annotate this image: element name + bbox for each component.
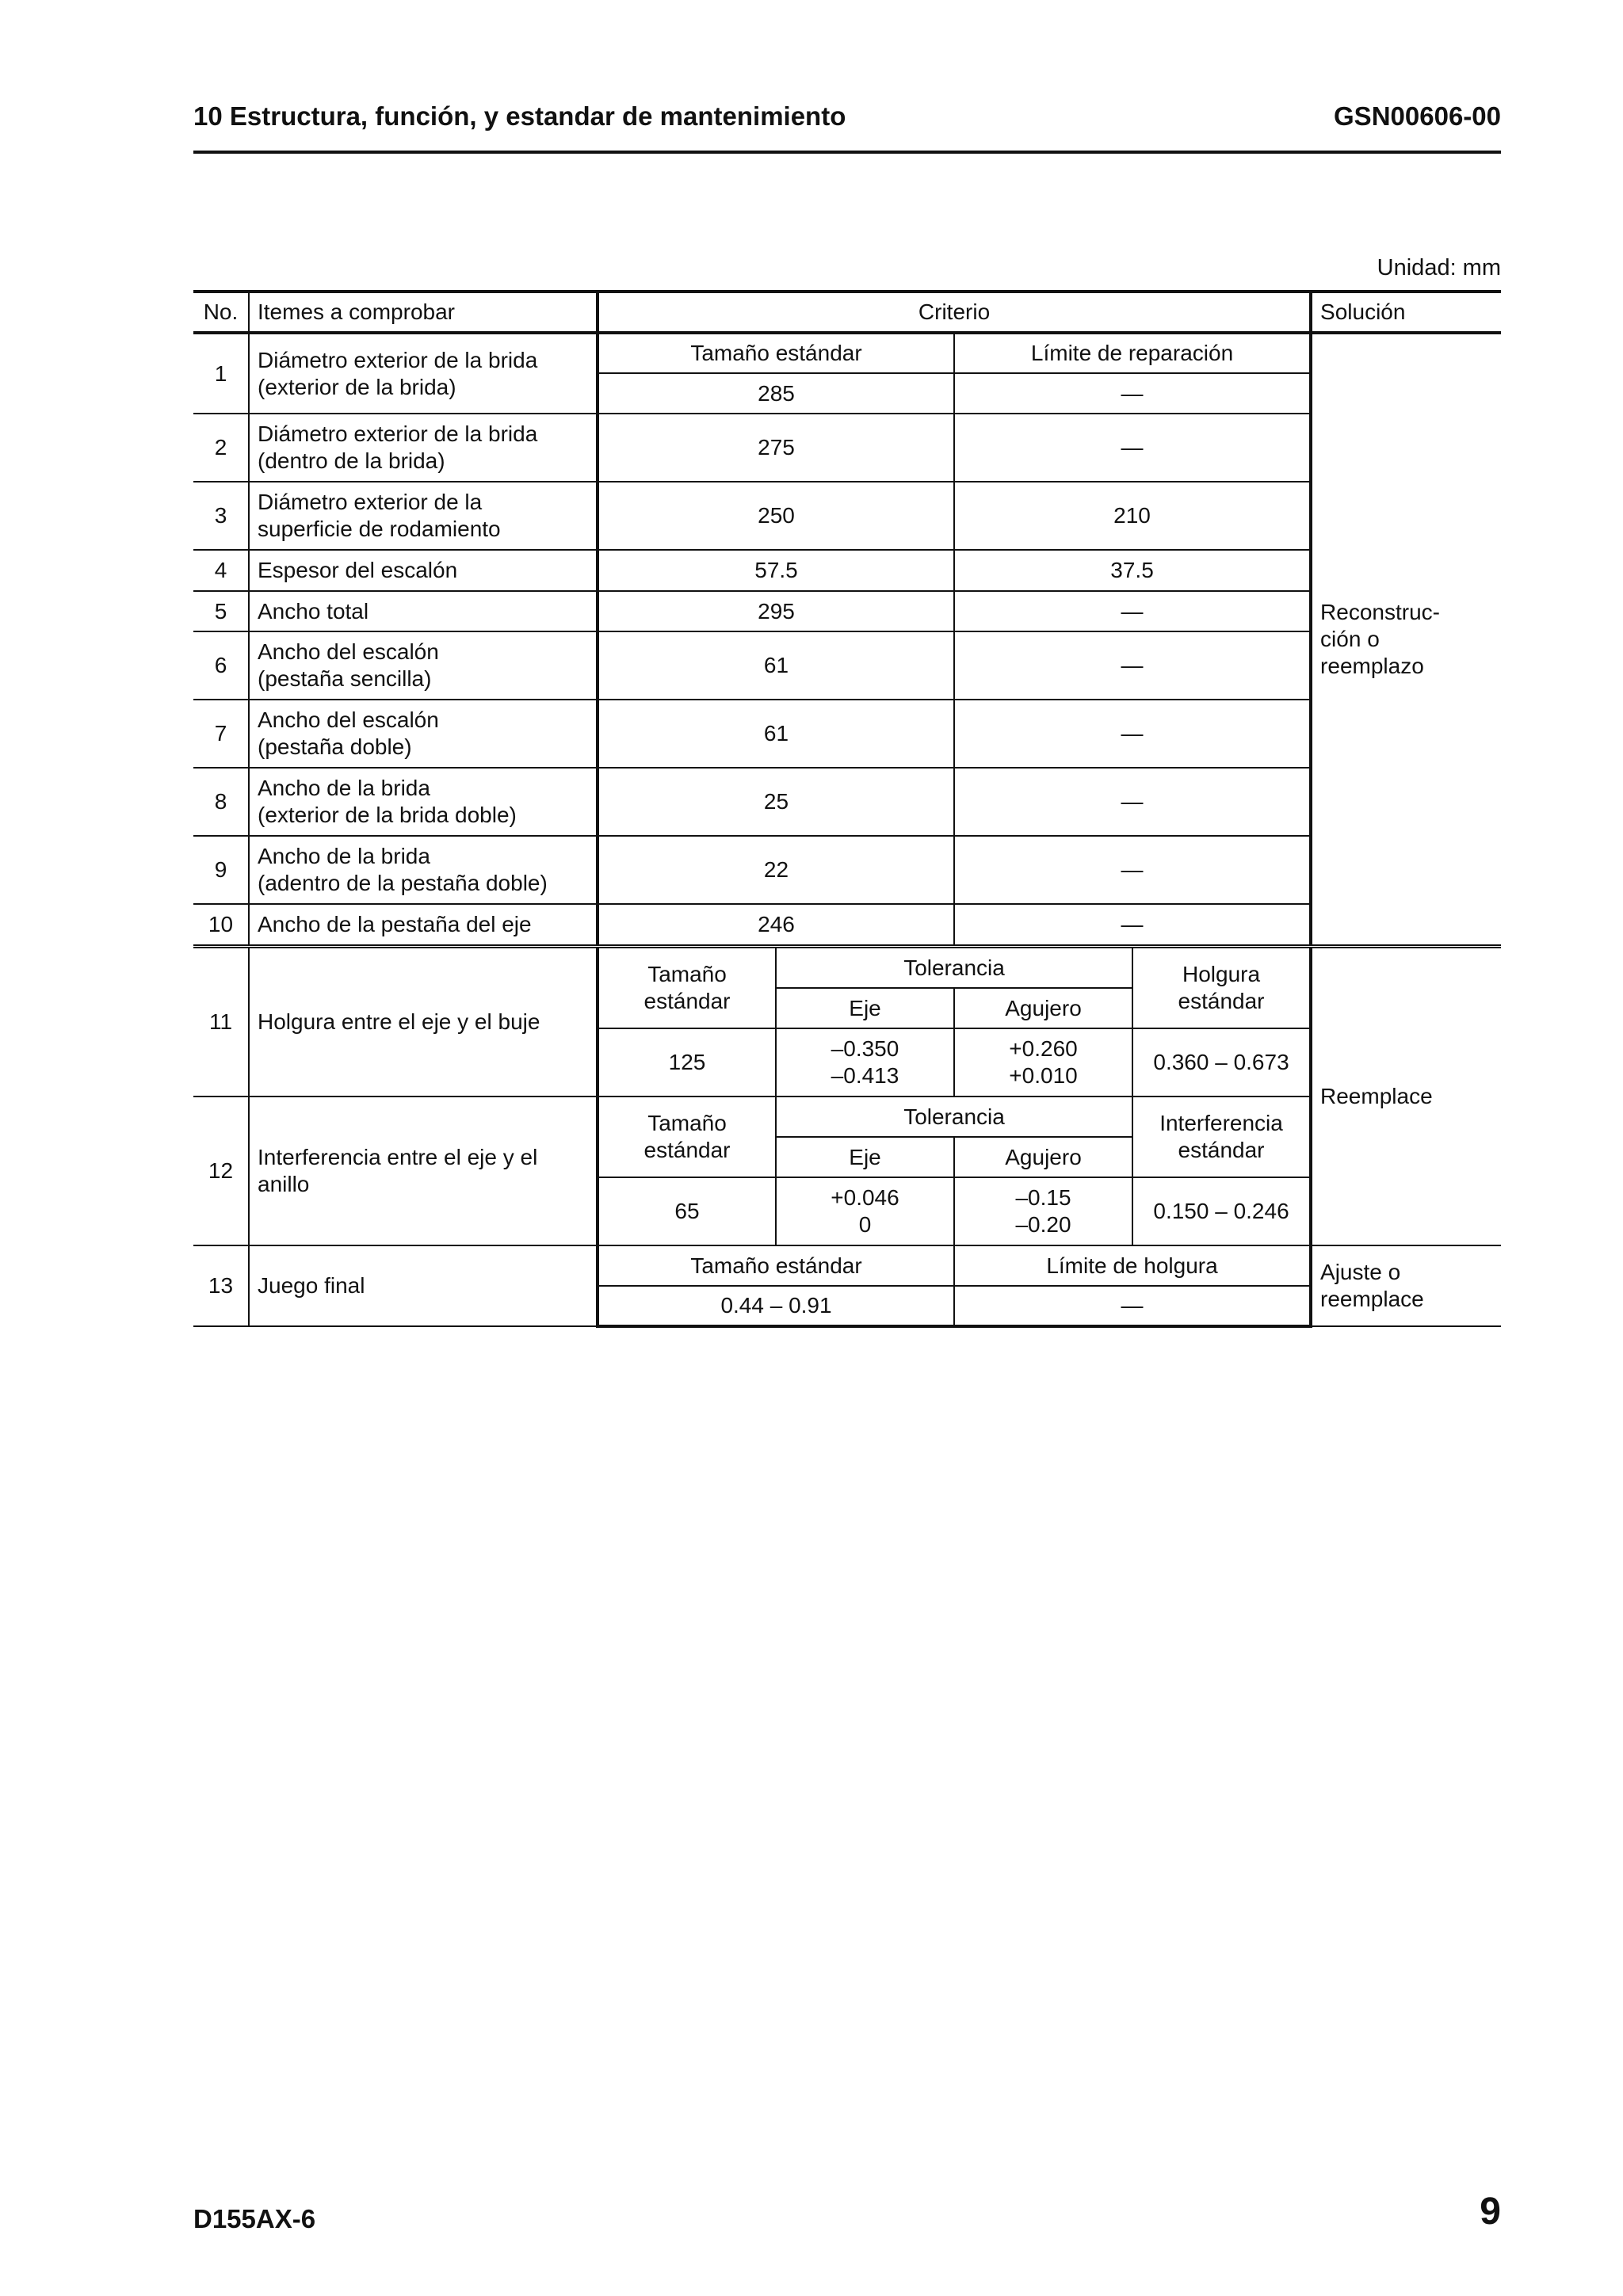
- row-item: Holgura entre el eje y el buje: [249, 948, 598, 1097]
- std-value: 246: [598, 904, 954, 945]
- std-value: 61: [598, 631, 954, 700]
- std-value: 295: [598, 591, 954, 631]
- row-item-line: Ancho de la brida: [258, 776, 430, 800]
- row-no: 9: [193, 836, 249, 904]
- table-row: [193, 482, 1501, 550]
- row-item-line: (exterior de la brida): [258, 374, 456, 399]
- tolerance-line: –0.15: [1015, 1185, 1071, 1210]
- subheader-tolerance: Tolerancia: [776, 948, 1132, 988]
- row-no: 5: [193, 591, 249, 631]
- col-header-no: No.: [193, 292, 249, 333]
- solution-text: reemplace: [1320, 1287, 1424, 1311]
- row-item: [249, 414, 598, 482]
- row-no: 2: [193, 414, 249, 482]
- solution-replace-cell: Reemplace: [1311, 948, 1501, 1245]
- subheader-line: Holgura: [1182, 962, 1261, 986]
- interference-value: 0.150 – 0.246: [1132, 1177, 1311, 1245]
- limit-value: —: [954, 414, 1311, 482]
- table-row: [193, 836, 1501, 904]
- hole-tolerance: [954, 1028, 1132, 1097]
- row-item-line: (pestaña sencilla): [258, 666, 432, 691]
- row-no: 8: [193, 768, 249, 836]
- row-no: 11: [193, 948, 249, 1097]
- shaft-tolerance: [776, 1177, 954, 1245]
- limit-value: —: [954, 1286, 1311, 1326]
- page-header-title: 10 Estructura, función, y estandar de mantenimiento: [193, 101, 846, 131]
- document-code: GSN00606-00: [1334, 101, 1501, 131]
- row-item: [249, 631, 598, 700]
- tolerance-line: +0.046: [831, 1185, 899, 1210]
- table-header-row: [193, 292, 1501, 333]
- solution-adjust-cell: [1311, 1245, 1501, 1326]
- std-value: 275: [598, 414, 954, 482]
- subheader-line: Interferencia: [1159, 1111, 1283, 1135]
- hole-tolerance: [954, 1177, 1132, 1245]
- std-value: 22: [598, 836, 954, 904]
- std-value: 285: [598, 373, 954, 414]
- row-no: 3: [193, 482, 249, 550]
- std-value: 61: [598, 700, 954, 768]
- std-value: 25: [598, 768, 954, 836]
- subheader-tolerance: Tolerancia: [776, 1097, 1132, 1137]
- clearance-value: 0.360 – 0.673: [1132, 1028, 1311, 1097]
- subheader-hole: Agujero: [954, 1137, 1132, 1177]
- row-item-line: superficie de rodamiento: [258, 517, 501, 541]
- row-item: [249, 836, 598, 904]
- col-header-item: Itemes a comprobar: [249, 292, 598, 333]
- solution-text: ción o: [1320, 627, 1380, 651]
- header-divider: [193, 151, 1501, 154]
- row-item-line: anillo: [258, 1172, 310, 1196]
- std-value: 0.44 – 0.91: [598, 1286, 954, 1326]
- row-item-line: (pestaña doble): [258, 734, 412, 759]
- footer-model: D155AX-6: [193, 2204, 316, 2233]
- tolerance-line: +0.260: [1009, 1036, 1078, 1061]
- std-value: 125: [598, 1028, 776, 1097]
- subheader-standard-size: Tamaño estándar: [598, 333, 954, 373]
- std-value: 65: [598, 1177, 776, 1245]
- row-item-line: Diámetro exterior de la brida: [258, 347, 538, 372]
- row-no: 1: [193, 333, 249, 414]
- row-no: 6: [193, 631, 249, 700]
- row-item-line: Ancho del escalón: [258, 639, 439, 664]
- row-item: Ancho total: [249, 591, 598, 631]
- subheader-standard-size: [598, 1097, 776, 1177]
- row-no: 12: [193, 1097, 249, 1245]
- limit-value: —: [954, 904, 1311, 945]
- subheader-standard-size: Tamaño estándar: [598, 1245, 954, 1286]
- row-item: [249, 1097, 598, 1245]
- limit-value: 210: [954, 482, 1311, 550]
- subheader-shaft: Eje: [776, 1137, 954, 1177]
- table-row: [193, 414, 1501, 482]
- row-item-line: Ancho del escalón: [258, 707, 439, 732]
- limit-value: —: [954, 768, 1311, 836]
- col-header-criterio: Criterio: [598, 292, 1311, 333]
- row-item-line: (dentro de la brida): [258, 448, 445, 473]
- subheader-hole: Agujero: [954, 988, 1132, 1028]
- row-item: [249, 768, 598, 836]
- std-value: 250: [598, 482, 954, 550]
- table-row: [193, 1245, 1501, 1286]
- subheader-clearance-limit: Límite de holgura: [954, 1245, 1311, 1286]
- row-item-line: Diámetro exterior de la brida: [258, 421, 538, 446]
- col-header-solucion: Solución: [1311, 292, 1501, 333]
- unit-label: Unidad: mm: [1377, 255, 1501, 280]
- limit-value: —: [954, 836, 1311, 904]
- table-row: [193, 768, 1501, 836]
- clearance-table: [193, 947, 1501, 1328]
- subheader-line: estándar: [1178, 1138, 1265, 1162]
- solution-text: Ajuste o: [1320, 1260, 1401, 1284]
- row-item-line: (exterior de la brida doble): [258, 803, 517, 827]
- row-item: Juego final: [249, 1245, 598, 1326]
- table-row: [193, 948, 1501, 988]
- subheader-line: estándar: [643, 989, 731, 1013]
- row-no: 10: [193, 904, 249, 945]
- table-row: [193, 550, 1501, 591]
- shaft-tolerance: [776, 1028, 954, 1097]
- row-item: Espesor del escalón: [249, 550, 598, 591]
- subheader-line: Tamaño: [647, 1111, 727, 1135]
- limit-value: —: [954, 631, 1311, 700]
- table-row: [193, 591, 1501, 631]
- table-row: [193, 631, 1501, 700]
- row-item-line: Interferencia entre el eje y el: [258, 1145, 538, 1169]
- row-item: [249, 333, 598, 414]
- table-row: [193, 700, 1501, 768]
- limit-value: —: [954, 373, 1311, 414]
- row-no: 13: [193, 1245, 249, 1326]
- subheader-standard-clearance: [1132, 948, 1311, 1028]
- tolerance-line: +0.010: [1009, 1063, 1078, 1088]
- tolerance-line: –0.413: [831, 1063, 899, 1088]
- solution-text: Reconstruc-: [1320, 600, 1440, 624]
- solution-text: reemplazo: [1320, 654, 1424, 678]
- page-number: 9: [1480, 2191, 1501, 2233]
- row-no: 4: [193, 550, 249, 591]
- limit-value: —: [954, 700, 1311, 768]
- row-item: [249, 482, 598, 550]
- row-item-line: Diámetro exterior de la: [258, 490, 483, 514]
- row-item-line: (adentro de la pestaña doble): [258, 871, 548, 895]
- limit-value: —: [954, 591, 1311, 631]
- std-value: 57.5: [598, 550, 954, 591]
- subheader-standard-interference: [1132, 1097, 1311, 1177]
- solution-rebuild-cell: [1311, 333, 1501, 945]
- subheader-repair-limit: Límite de reparación: [954, 333, 1311, 373]
- subheader-standard-size: [598, 948, 776, 1028]
- subheader-line: estándar: [643, 1138, 731, 1162]
- tolerance-line: –0.20: [1015, 1212, 1071, 1237]
- maintenance-standard-table: [193, 290, 1501, 946]
- row-no: 7: [193, 700, 249, 768]
- subheader-shaft: Eje: [776, 988, 954, 1028]
- subheader-line: Tamaño: [647, 962, 727, 986]
- tolerance-line: 0: [858, 1212, 872, 1237]
- row-item: [249, 700, 598, 768]
- table-row: [193, 333, 1501, 373]
- row-item-line: Ancho de la brida: [258, 844, 430, 868]
- subheader-line: estándar: [1178, 989, 1265, 1013]
- tolerance-line: –0.350: [831, 1036, 899, 1061]
- row-item: Ancho de la pestaña del eje: [249, 904, 598, 945]
- table-row: [193, 904, 1501, 945]
- table-row: [193, 1097, 1501, 1137]
- limit-value: 37.5: [954, 550, 1311, 591]
